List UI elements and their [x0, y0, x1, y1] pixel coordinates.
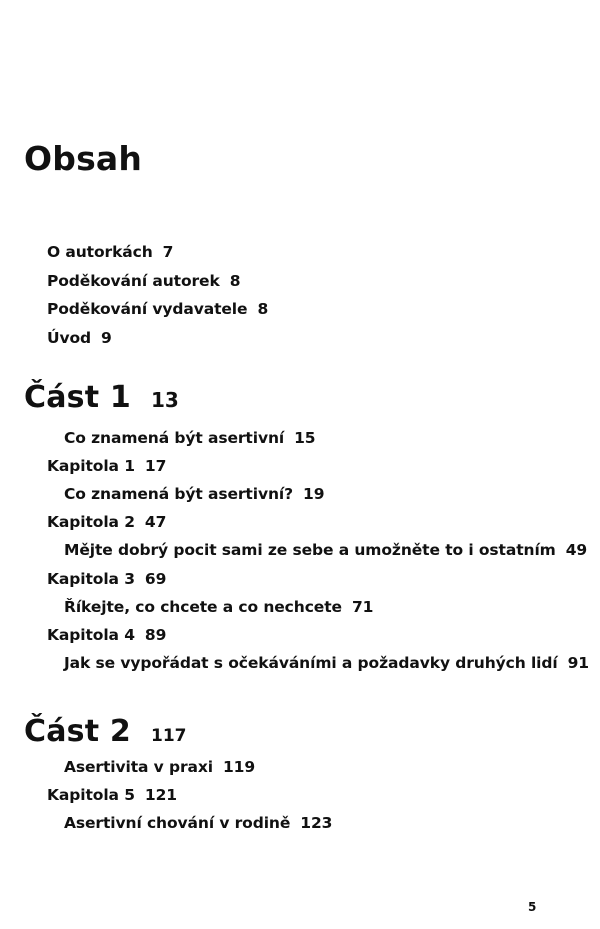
page-number: 5: [528, 900, 537, 914]
toc-entry-chapter-3[interactable]: [47, 572, 166, 588]
toc-entry-page: 119: [223, 758, 256, 776]
part-title: Část 1: [24, 380, 131, 415]
toc-entry-page: 19: [303, 485, 325, 503]
toc-entry-page: 8: [229, 272, 241, 290]
toc-entry-label: Co znamená být asertivní?: [64, 485, 294, 503]
toc-entry-page: 17: [144, 457, 167, 475]
page-title: Obsah: [24, 139, 143, 178]
toc-entry-publisher-acknowledgements[interactable]: [47, 302, 268, 318]
toc-entry-chapter-4[interactable]: [47, 628, 166, 644]
toc-entry-label: Kapitola 1: [47, 457, 135, 475]
toc-entry-page: 15: [294, 429, 316, 447]
part-1-heading[interactable]: [24, 380, 179, 415]
part-page: 117: [150, 726, 187, 746]
toc-entry-page: 89: [144, 626, 167, 644]
toc-entry-page: 121: [144, 786, 177, 804]
toc-entry-chapter-5-title[interactable]: [64, 816, 332, 832]
toc-entry-about-authors[interactable]: [47, 245, 173, 261]
toc-entry-chapter-2-title[interactable]: [64, 543, 587, 559]
toc-entry-page: 71: [351, 598, 374, 616]
part-title: Část 2: [24, 714, 131, 749]
toc-entry-label: Úvod: [47, 329, 92, 347]
toc-entry-chapter-1-title[interactable]: [64, 487, 324, 503]
toc-entry-part1-intro[interactable]: [64, 431, 316, 447]
toc-entry-chapter-2[interactable]: [47, 515, 166, 531]
toc-entry-label: Asertivní chování v rodině: [64, 814, 291, 832]
toc-entry-label: Poděkování vydavatele: [47, 300, 248, 318]
part-page: 13: [150, 388, 179, 412]
toc-entry-page: 8: [257, 300, 269, 318]
toc-entry-page: 69: [144, 570, 167, 588]
toc-entry-label: O autorkách: [47, 243, 153, 261]
toc-entry-chapter-5[interactable]: [47, 788, 177, 804]
toc-entry-page: 123: [300, 814, 333, 832]
toc-entry-page: 49: [565, 541, 588, 559]
toc-entry-label: Mějte dobrý pocit sami ze sebe a umožněte to i ostatním: [64, 541, 556, 559]
toc-entry-introduction[interactable]: [47, 331, 112, 347]
toc-entry-page: 91: [567, 654, 589, 672]
toc-entry-label: Kapitola 2: [47, 513, 135, 531]
toc-entry-label: Jak se vypořádat s očekáváními a požadavky druhých lidí: [64, 654, 558, 672]
toc-entry-label: Kapitola 3: [47, 570, 135, 588]
toc-entry-page: 7: [162, 243, 174, 261]
toc-entry-authors-acknowledgements[interactable]: [47, 274, 240, 290]
toc-entry-page: 9: [101, 329, 112, 347]
toc-entry-label: Kapitola 5: [47, 786, 135, 804]
toc-entry-label: Poděkování autorek: [47, 272, 220, 290]
toc-entry-label: Co znamená být asertivní: [64, 429, 285, 447]
toc-entry-page: 47: [144, 513, 167, 531]
toc-entry-label: Říkejte, co chcete a co nechcete: [64, 598, 342, 616]
toc-entry-chapter-3-title[interactable]: [64, 600, 373, 616]
toc-entry-chapter-1[interactable]: [47, 459, 166, 475]
part-2-heading[interactable]: [24, 714, 187, 749]
toc-entry-chapter-4-title[interactable]: [64, 656, 589, 672]
toc-entry-label: Kapitola 4: [47, 626, 135, 644]
toc-entry-label: Asertivita v praxi: [64, 758, 213, 776]
toc-entry-part2-intro[interactable]: [64, 760, 255, 776]
